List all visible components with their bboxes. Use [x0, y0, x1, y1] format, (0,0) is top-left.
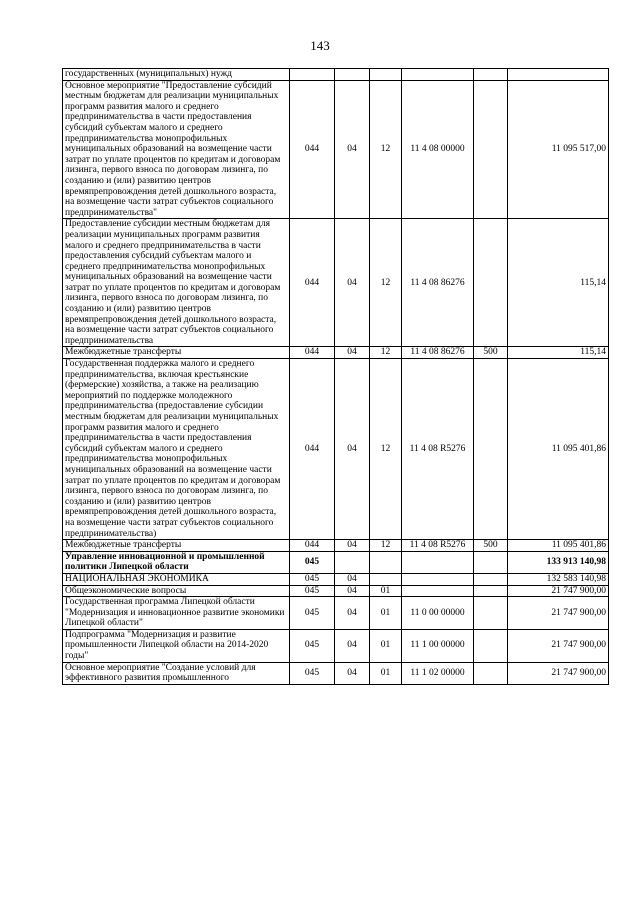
- table-row: [63, 80, 609, 219]
- cell-expense-type: [474, 573, 508, 585]
- cell-amount: 21 747 900,00: [508, 629, 609, 662]
- cell-section-code: [335, 551, 370, 573]
- cell-section-code: 04: [335, 597, 370, 630]
- cell-name: Общеэкономические вопросы: [63, 585, 290, 597]
- cell-amount: 11 095 401,86: [508, 540, 609, 552]
- cell-subsection-code: 01: [370, 629, 402, 662]
- cell-name: Основное мероприятие "Создание условий для эффективного развития промышленного: [63, 662, 290, 684]
- table-row: [63, 629, 609, 662]
- cell-ministry-code: 044: [290, 359, 335, 540]
- cell-expense-type: [474, 629, 508, 662]
- cell-expense-type: [474, 80, 508, 219]
- cell-amount: 11 095 401,86: [508, 359, 609, 540]
- cell-section-code: 04: [335, 629, 370, 662]
- cell-subsection-code: 01: [370, 597, 402, 630]
- cell-ministry-code: 045: [290, 662, 335, 684]
- cell-ministry-code: 045: [290, 597, 335, 630]
- table-row: [63, 347, 609, 359]
- table-row: [63, 540, 609, 552]
- cell-subsection-code: [370, 573, 402, 585]
- cell-subsection-code: 12: [370, 359, 402, 540]
- page-number: 143: [310, 38, 330, 53]
- cell-section-code: 04: [335, 347, 370, 359]
- cell-ministry-code: 045: [290, 551, 335, 573]
- cell-subsection-code: 01: [370, 585, 402, 597]
- table-row: [63, 662, 609, 684]
- cell-subsection-code: 01: [370, 662, 402, 684]
- cell-name: Управление инновационной и промышленной политики Липецкой области: [63, 551, 290, 573]
- cell-name: Предоставление субсидии местным бюджетам для реализации муниципальных программ развития малого и среднего предпринимательства в части предоставления субсидий субъектам малого и среднего предпринимательства монопрофильных муниципальных образований на возмещение части затрат по уплате процентов по кредитам и договорам лизинга, первого взноса по договорам лизинга, по созданию и (или) развитию центров времяпрепровождения детей дошкольного возраста, на возмещение части затрат субъектов социального предпринимательства: [63, 219, 290, 347]
- cell-name: Государственная программа Липецкой области "Модернизация и инновационное развитие экономики Липецкой области": [63, 597, 290, 630]
- cell-subsection-code: 12: [370, 219, 402, 347]
- cell-amount: 115,14: [508, 219, 609, 347]
- cell-target-article: [402, 551, 474, 573]
- cell-expense-type: [474, 219, 508, 347]
- cell-target-article: 11 0 00 00000: [402, 597, 474, 630]
- cell-target-article: 11 4 08 R5276: [402, 540, 474, 552]
- cell-target-article: 11 4 08 86276: [402, 347, 474, 359]
- cell-expense-type: [474, 69, 508, 81]
- cell-target-article: [402, 585, 474, 597]
- table-row: [63, 69, 609, 81]
- cell-name: Межбюджетные трансферты: [63, 540, 290, 552]
- cell-amount: 132 583 140,98: [508, 573, 609, 585]
- cell-ministry-code: [290, 69, 335, 81]
- cell-expense-type: [474, 597, 508, 630]
- cell-name: Основное мероприятие "Предоставление субсидий местным бюджетам для реализации муниципальных программ развития малого и среднего предпринимательства в части предоставления субсидий субъектам малого и среднего предпринимательства монопрофильных муниципальных образований на возмещение части затрат по уплате процентов по кредитам и договорам лизинга, первого взноса по договорам лизинга, по созданию и (или) развитию центров времяпрепровождения детей дошкольного возраста, на возмещение части затрат субъектов социального предпринимательства": [63, 80, 290, 219]
- cell-name: Государственная поддержка малого и среднего предпринимательства, включая крестьянские (фермерские) хозяйства, а также на реализацию мероприятий по поддержке молодежного предпринимательства (предоставление субсидии местным бюджетам для реализации муниципальных программ развития малого и среднего предпринимательства в части предоставления субсидий субъектам малого и среднего предпринимательства монопрофильных муниципальных образований на возмещение части затрат по уплате процентов по кредитам и договорам лизинга, первого взноса по договорам лизинга, по созданию и (или) развитию центров времяпрепровождения детей дошкольного возраста, на возмещение части затрат субъектов социального предпринимательства): [63, 359, 290, 540]
- cell-ministry-code: 045: [290, 629, 335, 662]
- table-row: [63, 219, 609, 347]
- cell-amount: 21 747 900,00: [508, 662, 609, 684]
- cell-target-article: 11 4 08 R5276: [402, 359, 474, 540]
- cell-target-article: [402, 69, 474, 81]
- cell-expense-type: 500: [474, 540, 508, 552]
- cell-section-code: 04: [335, 573, 370, 585]
- table-row: [63, 573, 609, 585]
- cell-subsection-code: [370, 551, 402, 573]
- cell-ministry-code: 044: [290, 540, 335, 552]
- cell-expense-type: [474, 585, 508, 597]
- cell-section-code: [335, 69, 370, 81]
- table-row: [63, 359, 609, 540]
- cell-expense-type: 500: [474, 347, 508, 359]
- cell-target-article: 11 4 08 86276: [402, 219, 474, 347]
- cell-amount: [508, 69, 609, 81]
- cell-target-article: 11 1 02 00000: [402, 662, 474, 684]
- cell-amount: 115,14: [508, 347, 609, 359]
- cell-ministry-code: 044: [290, 219, 335, 347]
- cell-expense-type: [474, 662, 508, 684]
- cell-section-code: 04: [335, 80, 370, 219]
- cell-subsection-code: 12: [370, 540, 402, 552]
- cell-ministry-code: 044: [290, 80, 335, 219]
- cell-amount: 11 095 517,00: [508, 80, 609, 219]
- cell-target-article: 11 4 08 00000: [402, 80, 474, 219]
- table-row: [63, 551, 609, 573]
- cell-name: государственных (муниципальных) нужд: [63, 69, 290, 81]
- cell-subsection-code: 12: [370, 347, 402, 359]
- cell-subsection-code: [370, 69, 402, 81]
- cell-subsection-code: 12: [370, 80, 402, 219]
- table-row: [63, 597, 609, 630]
- table-body: [63, 69, 609, 685]
- cell-amount: 21 747 900,00: [508, 585, 609, 597]
- cell-target-article: 11 1 00 00000: [402, 629, 474, 662]
- cell-expense-type: [474, 359, 508, 540]
- cell-section-code: 04: [335, 359, 370, 540]
- cell-target-article: [402, 573, 474, 585]
- cell-expense-type: [474, 551, 508, 573]
- cell-name: Подпрограмма "Модернизация и развитие промышленности Липецкой области на 2014-2020 годы": [63, 629, 290, 662]
- cell-amount: 133 913 140,98: [508, 551, 609, 573]
- cell-section-code: 04: [335, 219, 370, 347]
- budget-table: [62, 68, 609, 685]
- cell-name: НАЦИОНАЛЬНАЯ ЭКОНОМИКА: [63, 573, 290, 585]
- cell-name: Межбюджетные трансферты: [63, 347, 290, 359]
- cell-section-code: 04: [335, 540, 370, 552]
- cell-ministry-code: 045: [290, 585, 335, 597]
- table-row: [63, 585, 609, 597]
- cell-section-code: 04: [335, 585, 370, 597]
- cell-section-code: 04: [335, 662, 370, 684]
- cell-ministry-code: 045: [290, 573, 335, 585]
- cell-amount: 21 747 900,00: [508, 597, 609, 630]
- cell-ministry-code: 044: [290, 347, 335, 359]
